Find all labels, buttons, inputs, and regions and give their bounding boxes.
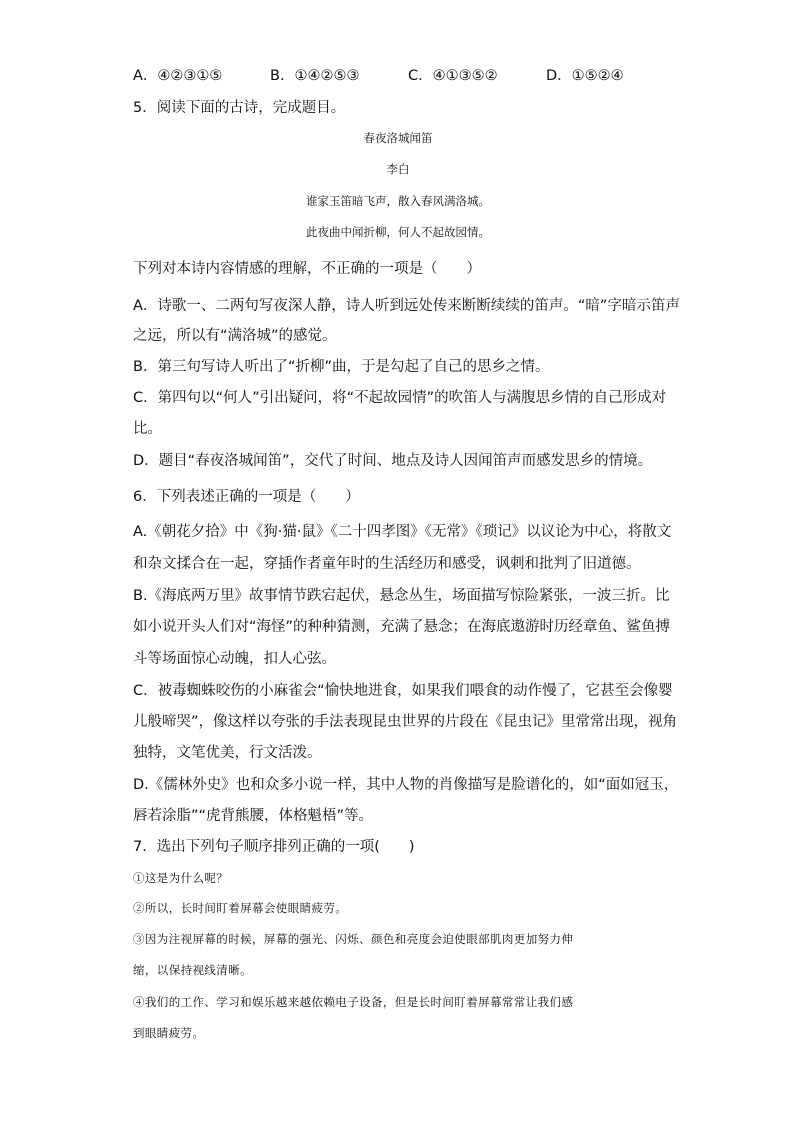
q6-option-b-line-2: 如小说开头人们对“海怪”的种种猜测，充满了悬念；在海底遨游时历经章鱼、鲨鱼搏	[133, 619, 671, 635]
q6-stem: 6．下列表述正确的一项是（ ）	[133, 489, 360, 505]
q4-option-d: D．①⑤②④	[546, 68, 624, 84]
poem-author: 李白	[386, 162, 410, 176]
q5-option-d: D．题目“春夜洛城闻笛”，交代了时间、地点及诗人因闻笛声而感发思乡的情境。	[133, 453, 653, 469]
q7-sentence-3-line-1: ③因为注视屏幕的时候，屏幕的强光、闪烁、颜色和亮度会迫使眼部肌肉更加努力伸	[133, 932, 574, 946]
q6-option-c-line-2: 儿般啼哭”，像这样以夸张的手法表现昆虫世界的片段在《昆虫记》里常常出现，视角	[133, 714, 678, 730]
q7-sentence-3-line-2: 缩，以保持视线清晰。	[133, 963, 252, 977]
q4-option-b: B．①④②⑤③	[270, 68, 360, 84]
q5-option-a-line-1: A．诗歌一、二两句写夜深人静，诗人听到远处传来断断续续的笛声。“暗”字暗示笛声	[133, 298, 680, 314]
q5-option-a-line-2: 之远，所以有“满洛城”的感觉。	[133, 328, 337, 344]
q4-option-a: A．④②③①⑤	[133, 68, 223, 84]
q4-options-row	[133, 66, 663, 86]
q7-sentence-1: ①这是为什么呢？	[133, 871, 229, 885]
poem-line-1: 谁家玉笛暗飞声，散入春风满洛城。	[306, 194, 490, 208]
q7-sentence-2: ②所以，长时间盯着屏幕会使眼睛疲劳。	[133, 901, 348, 915]
q5-stem: 5．阅读下面的古诗，完成题目。	[133, 100, 346, 116]
q5-option-b: B．第三句写诗人听出了“折柳”曲，于是勾起了自己的思乡之情。	[133, 359, 550, 375]
q5-option-c-line-1: C．第四句以“何人”引出疑问，将“不起故园情”的吹笛人与满腹思乡情的自己形成对	[133, 390, 667, 406]
q7-sentence-4-line-2: 到眼睛疲劳。	[133, 1026, 205, 1040]
poem-line-2: 此夜曲中闻折柳，何人不起故园情。	[306, 225, 490, 239]
q6-option-a-line-2: 和杂文揉合在一起，穿插作者童年时的生活经历和感受，讽刺和批判了旧道德。	[133, 556, 641, 572]
q6-option-c-line-1: C．被毒蜘蛛咬伤的小麻雀会“愉快地进食，如果我们喂食的动作慢了，它甚至会像婴	[133, 683, 673, 699]
q6-option-a-line-1: A.《朝花夕拾》中《狗·猫·鼠》《二十四孝图》《无常》《琐记》以议论为中心，将散文	[133, 524, 672, 540]
q6-option-b-line-1: B.《海底两万里》故事情节跌宕起伏，悬念丛生，场面描写惊险紧张，一波三折。比	[133, 588, 670, 604]
q6-option-b-line-3: 斗等场面惊心动魄，扣人心弦。	[133, 651, 336, 667]
q5-question: 下列对本诗内容情感的理解，不正确的一项是（ ）	[133, 261, 481, 277]
q6-option-c-line-3: 独特，文笔优美，行文活泼。	[133, 745, 322, 761]
q4-option-c: C．④①③⑤②	[408, 68, 498, 84]
q6-option-d-line-2: 唇若涂脂”“虎背熊腰，体格魁梧”等。	[133, 808, 374, 824]
q7-sentence-4-line-1: ④我们的工作、学习和娱乐越来越依赖电子设备，但是长时间盯着屏幕常常让我们感	[133, 995, 574, 1009]
q5-option-c-line-2: 比。	[133, 421, 162, 437]
q6-option-d-line-1: D.《儒林外史》也和众多小说一样，其中人物的肖像描写是脸谱化的，如“面如冠玉，	[133, 777, 679, 793]
q7-stem: 7．选出下列句子顺序排列正确的一项( )	[133, 839, 415, 855]
poem-title: 春夜洛城闻笛	[363, 131, 433, 145]
